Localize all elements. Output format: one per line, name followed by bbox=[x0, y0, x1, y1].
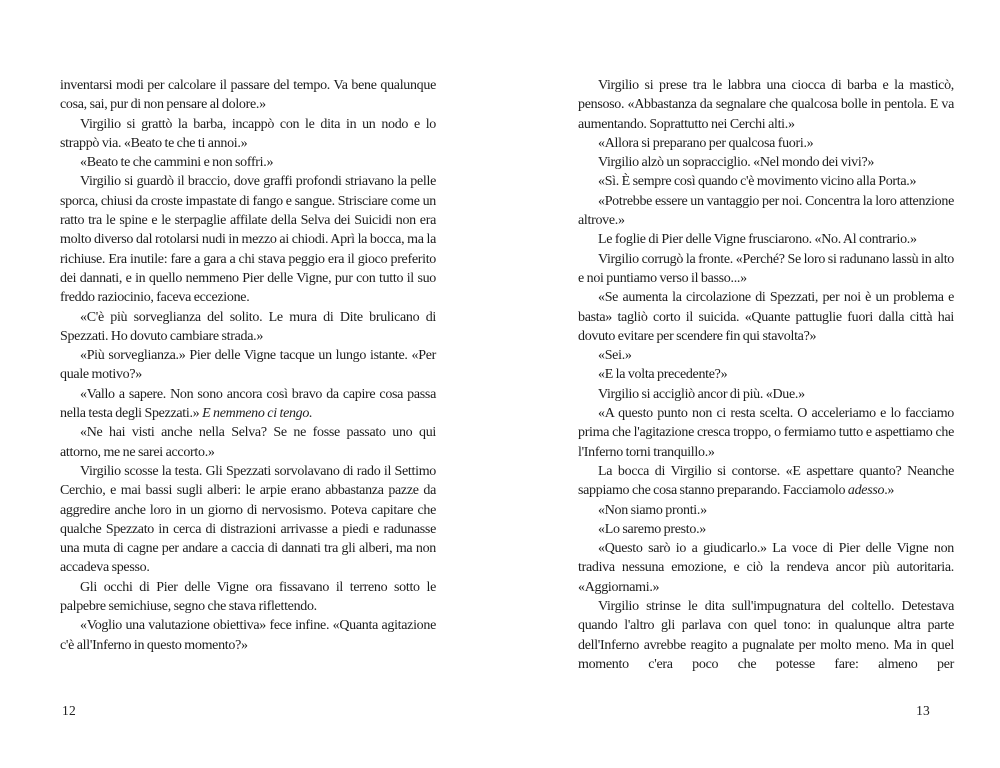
text-run: «Allora si preparano per qualcosa fuori.» bbox=[598, 135, 814, 151]
text-run: «Più sorveglianza.» Pier delle Vigne tacque un lungo istante. «Per quale motivo?» bbox=[60, 348, 436, 383]
paragraph bbox=[578, 172, 954, 191]
paragraph bbox=[60, 153, 436, 172]
text-run: Gli occhi di Pier delle Vigne ora fissavano il terreno sotto le palpebre semichiuse, segno che stava riflettendo. bbox=[60, 579, 436, 615]
text-run: Le foglie di Pier delle Vigne frusciarono. «No. Al contrario.» bbox=[598, 232, 917, 248]
paragraph bbox=[578, 520, 954, 539]
paragraph bbox=[578, 539, 954, 597]
text-run: «C'è più sorveglianza del solito. Le mura di Dite brulicano di Spezzati. Ho dovuto cambiare strada.» bbox=[60, 309, 436, 344]
text-run: «Sei.» bbox=[598, 348, 632, 364]
paragraph bbox=[578, 346, 954, 365]
paragraph bbox=[60, 76, 436, 115]
text-run: Virgilio corrugò la fronte. «Perché? Se loro si radunano lassù in alto e noi puntiamo verso il basso...» bbox=[578, 251, 954, 286]
paragraph bbox=[60, 616, 436, 655]
paragraph bbox=[60, 462, 436, 578]
text-run: La bocca di Virgilio si contorse. «E aspettare quanto? Neanche sappiamo che cosa stanno preparando. Facciamolo bbox=[578, 463, 954, 499]
text-run: «Ne hai visti anche nella Selva? Se ne fosse passato uno qui attorno, me ne sarei accorto.» bbox=[60, 425, 436, 460]
page-number-right: 13 bbox=[916, 703, 930, 718]
text-run: Virgilio alzò un sopracciglio. «Nel mondo dei vivi?» bbox=[598, 155, 875, 171]
paragraph bbox=[578, 153, 954, 172]
paragraph bbox=[60, 172, 436, 307]
text-run: Virgilio si grattò la barba, incappò con le dita in un nodo e lo strappò via. «Beato te che ti annoi.» bbox=[60, 116, 436, 151]
text-run: «Lo saremo presto.» bbox=[598, 521, 706, 537]
paragraph bbox=[60, 346, 436, 385]
paragraph bbox=[60, 308, 436, 347]
paragraph bbox=[578, 365, 954, 384]
paragraph bbox=[578, 462, 954, 501]
paragraph bbox=[578, 230, 954, 249]
text-run: «Beato te che cammini e non soffri.» bbox=[80, 155, 274, 171]
text-run: Virgilio si prese tra le labbra una ciocca di barba e la masticò, pensoso. «Abbastanza da segnalare che qualcosa bolle in pentola. E va aumentando. Soprattutto nei Cerchi alti.» bbox=[578, 78, 954, 132]
italic-text-run: adesso bbox=[847, 483, 885, 499]
text-run: «Questo sarò io a giudicarlo.» La voce di Pier delle Vigne non tradiva nessuna emozione, e ciò la rendeva ancor più autoritaria. «Aggiornami.» bbox=[578, 541, 954, 595]
text-run: «Voglio una valutazione obiettiva» fece infine. «Quanta agitazione c'è all'Inferno in questo momento?» bbox=[60, 618, 436, 653]
italic-text-run: E nemmeno ci tengo. bbox=[202, 406, 313, 422]
text-run: «Potrebbe essere un vantaggio per noi. Concentra la loro attenzione altrove.» bbox=[578, 193, 954, 229]
page-right bbox=[500, 0, 1000, 768]
paragraph bbox=[60, 385, 436, 424]
text-run: «A questo punto non ci resta scelta. O acceleriamo e lo facciamo prima che l'agitazione cresca troppo, o fermiamo tutto e aspettiamo che l'Inferno torni tranquillo.» bbox=[578, 406, 954, 460]
text-run: Virgilio strinse le dita sull'impugnatura del coltello. Detestava quando l'altro gli parlava con quel tono: in qualunque altra parte dell'Inferno avrebbe reagito a pugnalate per molto meno. Ma in quel momento c'era poco che potesse fare: almeno per bbox=[578, 599, 954, 672]
page-number-left: 12 bbox=[62, 703, 76, 718]
paragraph bbox=[578, 597, 954, 674]
text-run: «E la volta precedente?» bbox=[598, 367, 728, 383]
paragraph bbox=[60, 115, 436, 154]
paragraph bbox=[578, 385, 954, 404]
text-run: «Non siamo pronti.» bbox=[598, 502, 707, 518]
paragraph bbox=[60, 423, 436, 462]
text-run: .» bbox=[884, 483, 895, 499]
paragraph bbox=[60, 578, 436, 617]
page-right-text bbox=[578, 76, 954, 674]
text-run: Virgilio si guardò il braccio, dove graffi profondi striavano la pelle sporca, chiusi da croste impastate di fango e sangue. Strisciare come un ratto tra le spine e le sterpaglie affilate della Selva dei Suicidi non era molto diverso dal rotolarsi nudi in mezzo ai chiodi. Aprì la bocca, ma la richiuse. Era inutile: fare a gara a chi stava peggio era il gioco preferito dei dannati, e in quello nemmeno Pier delle Vigne, pur con tutto il suo freddo raziocinio, faceva eccezione. bbox=[60, 174, 436, 306]
text-run: inventarsi modi per calcolare il passare del tempo. Va bene qualunque cosa, sai, pur di non pensare al dolore.» bbox=[60, 78, 436, 113]
text-run: Virgilio si accigliò ancor di più. «Due.» bbox=[598, 386, 805, 402]
text-run: Virgilio scosse la testa. Gli Spezzati sorvolavano di rado il Settimo Cerchio, e mai bassi sugli alberi: le arpie erano abbastanza pazze da aggredire anche loro in un giorno di nervosismo. Poteva capitare che qualche Spezzato in cerca di distrazioni arrivasse a piedi e radunasse una muta di cagne per andare a caccia di dannati tra gli alberi, ma non accadeva spesso. bbox=[60, 463, 436, 576]
text-run: «Sì. È sempre così quando c'è movimento vicino alla Porta.» bbox=[598, 174, 917, 190]
paragraph bbox=[578, 288, 954, 346]
paragraph bbox=[578, 404, 954, 462]
paragraph bbox=[578, 250, 954, 289]
paragraph bbox=[578, 134, 954, 153]
paragraph bbox=[578, 76, 954, 134]
page-left-text bbox=[60, 76, 436, 655]
text-run: «Vallo a sapere. Non sono ancora così bravo da capire cosa passa nella testa degli Spezzati.» bbox=[60, 386, 436, 422]
paragraph bbox=[578, 192, 954, 231]
paragraph bbox=[578, 501, 954, 520]
text-run: «Se aumenta la circolazione di Spezzati, per noi è un problema e basta» tagliò corto il suicida. «Quante pattuglie fuori dalla città hai dovuto evitare per scendere fin qui stavolta?» bbox=[578, 290, 954, 344]
